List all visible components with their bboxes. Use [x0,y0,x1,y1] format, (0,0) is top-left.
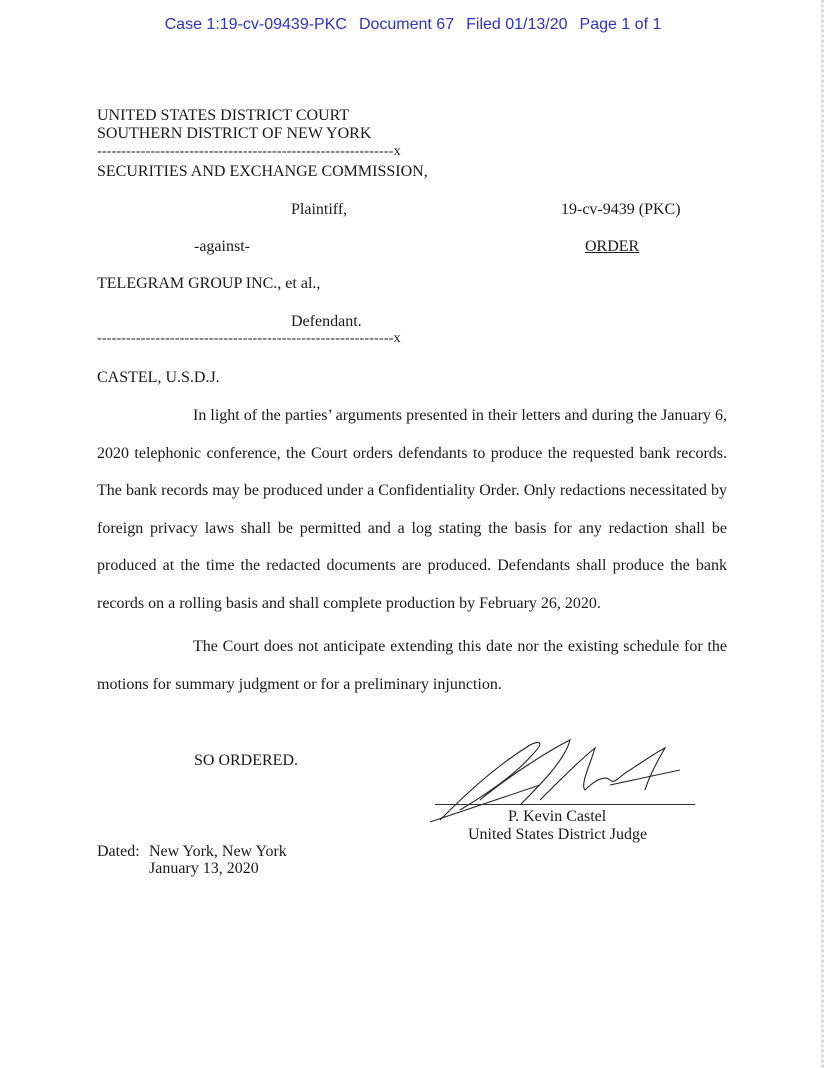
dated-date: January 13, 2020 [149,860,259,877]
page-count-stamp: Page 1 of 1 [579,16,662,33]
ecf-header-stamp [0,16,826,34]
plaintiff-role: Plaintiff, [291,201,348,218]
dated-label: Dated: [97,843,140,860]
court-name-line2: SOUTHERN DISTRICT OF NEW YORK [97,125,372,142]
document-type: ORDER [585,238,640,255]
scan-edge [821,0,824,1068]
caption-divider-top: -------------------------------------------------------------x [97,144,401,159]
filed-date-stamp: Filed 01/13/20 [466,16,568,33]
judge-heading: CASTEL, U.S.D.J. [97,369,220,386]
case-number: 19-cv-9439 (PKC) [561,201,681,218]
case-number-stamp: Case 1:19-cv-09439-PKC [164,16,347,33]
dated-place: New York, New York [149,843,287,860]
signature-line [435,804,695,805]
caption-divider-bottom: -------------------------------------------------------------x [97,331,401,346]
court-name-line1: UNITED STATES DISTRICT COURT [97,107,350,124]
order-paragraph-2: The Court does not anticipate extending this date nor the existing schedule for the motions for summary judgment or for a preliminary injunction. [97,638,727,693]
so-ordered: SO ORDERED. [194,752,299,769]
defendant-role: Defendant. [291,313,362,330]
document-number-stamp: Document 67 [358,16,455,33]
order-paragraph-1: In light of the parties’ arguments presented in their letters and during the January 6, 2020 telephonic conference, the Court orders defendants to produce the requested bank records. The bank records may be produced under a Confidentiality Order. Only redactions necessitated by foreign privacy laws shall be permitted and a log stating the basis for any redaction shall be produced at the time the redacted documents are produced. Defendants shall produce the bank records on a rolling basis and shall complete production by February 26, 2020. [97,407,727,612]
signer-title: United States District Judge [468,826,648,843]
defendant-name: TELEGRAM GROUP INC., et al., [97,275,321,292]
against-label: -against- [194,238,250,255]
plaintiff-name: SECURITIES AND EXCHANGE COMMISSION, [97,163,428,180]
signer-name: P. Kevin Castel [508,808,607,825]
